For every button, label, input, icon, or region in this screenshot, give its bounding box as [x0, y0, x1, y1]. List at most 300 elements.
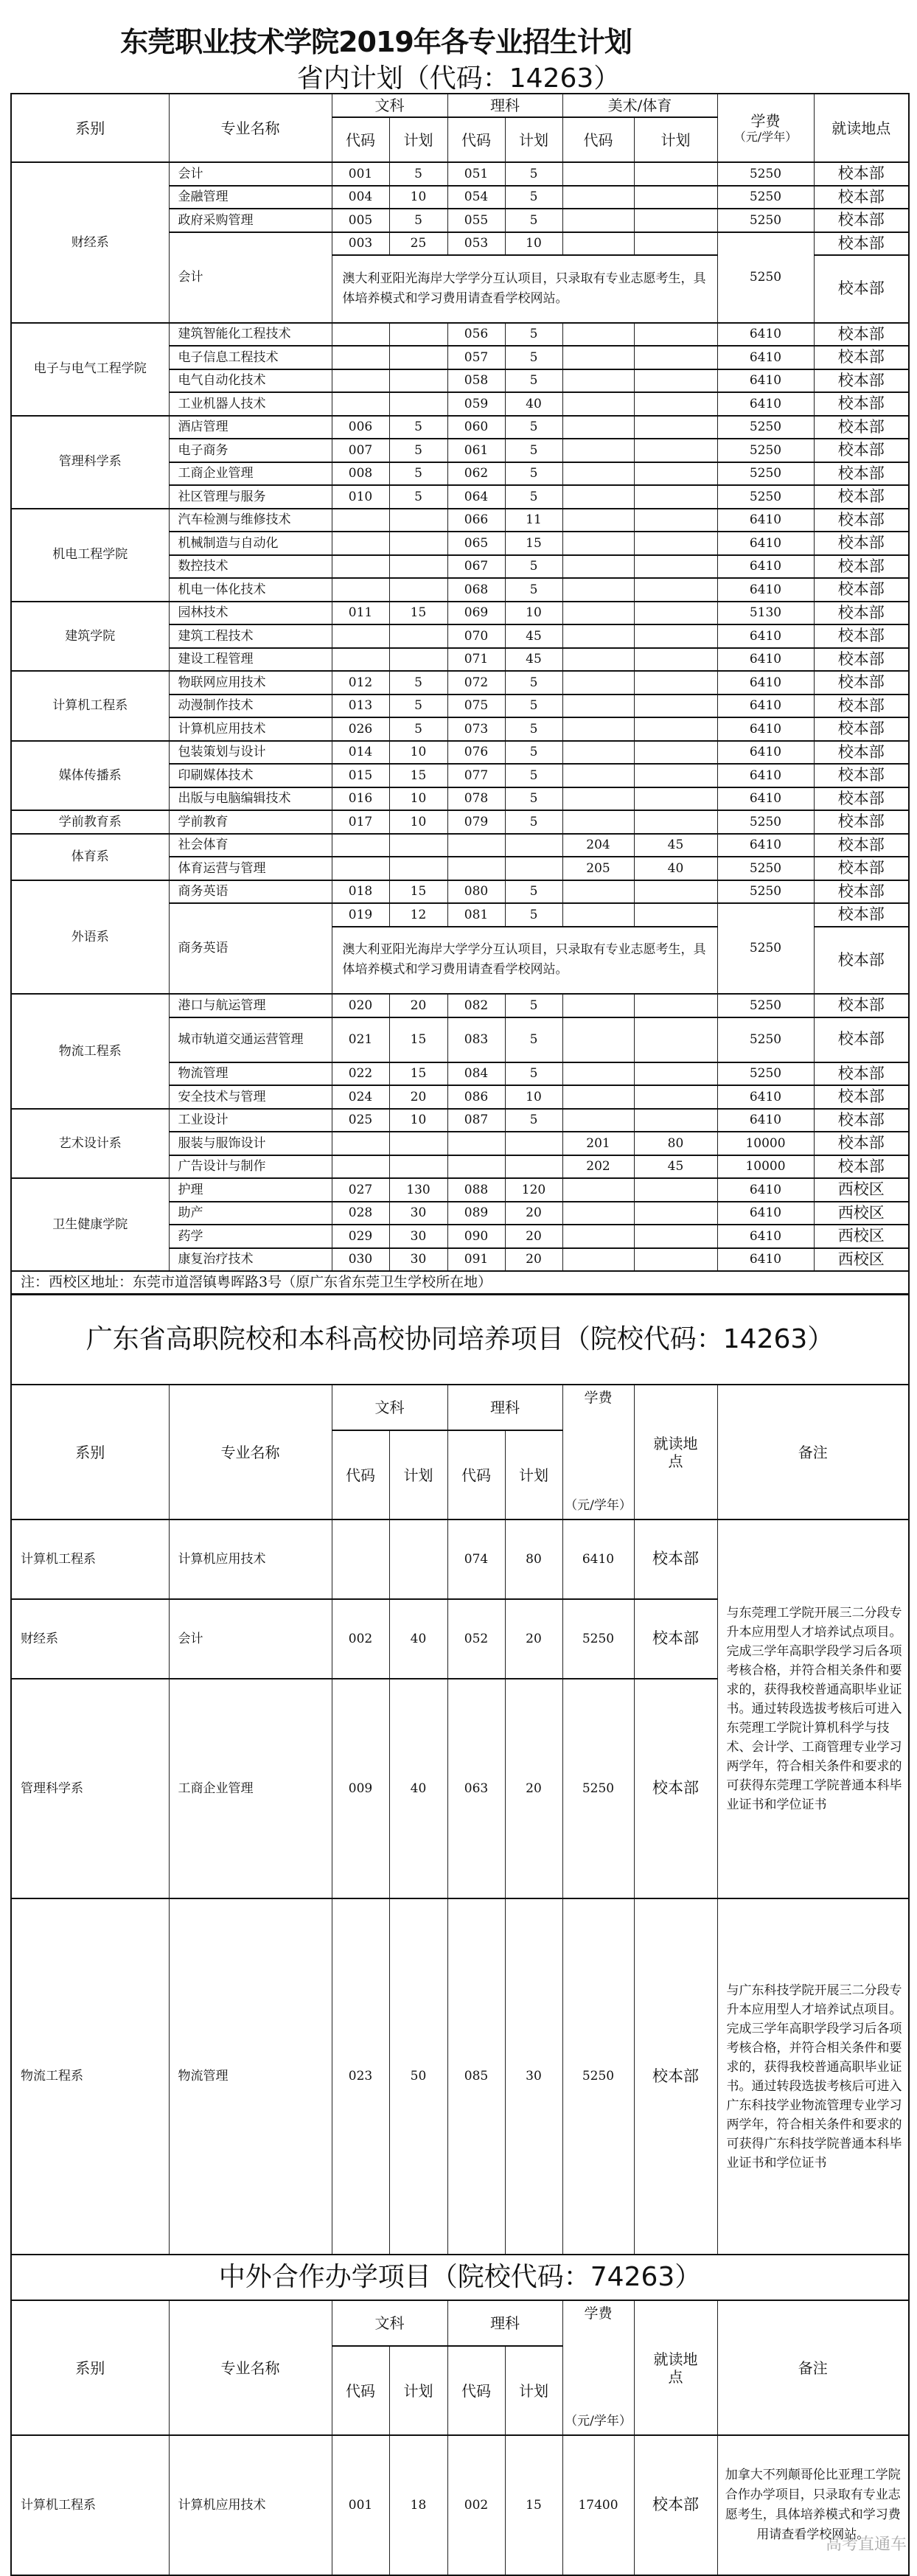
major-name: 机电一体化技术 [169, 578, 332, 602]
li-plan-cell: 5 [505, 764, 562, 787]
li-code-cell: 062 [447, 462, 505, 486]
remark-cell: 与东莞理工学院开展三二分段专升本应用型人才培养试点项目。完成三学年高职学段学习后各项考核合格，并符合相关条件和要求的，获得我校普通高职毕业证书。通过转段选拔考核后可进入东莞理工学院计算机科学与技术、会计学、工商管理专业学习两学年，符合相关条件和要求的可获得东莞理工学院普通本科毕业证书和学位证书 [717, 1520, 909, 1898]
major-name: 政府采购管理 [169, 209, 332, 232]
li-code-cell: 074 [447, 1520, 505, 1599]
section3-title: 中外合作办学项目（院校代码：74263） [11, 2255, 909, 2300]
fee-cell: 6410 [717, 555, 814, 579]
table-row [11, 162, 909, 186]
li-plan-cell [505, 1132, 562, 1155]
major-name: 助产 [169, 1202, 332, 1225]
art-plan-cell [634, 369, 717, 393]
major-name: 建设工程管理 [169, 648, 332, 672]
remark-cell: 加拿大不列颠哥伦比亚理工学院合作办学项目，只录取有专业志愿考生，具体培养模式和学习费用请查看学校网站。 [717, 2435, 909, 2575]
fee-cell: 6410 [717, 323, 814, 347]
fee-cell: 5250 [717, 485, 814, 509]
wen-plan-cell [389, 624, 447, 648]
major-name: 数控技术 [169, 555, 332, 579]
table-row [11, 1898, 909, 2255]
location-cell: 校本部 [814, 369, 909, 393]
wen-plan-cell [389, 323, 447, 347]
li-code-cell: 091 [447, 1248, 505, 1272]
art-plan-cell [634, 903, 717, 927]
wen-plan-cell: 5 [389, 485, 447, 509]
art-code-cell [562, 555, 634, 579]
location-cell: 校本部 [814, 346, 909, 369]
li-plan-cell: 5 [505, 810, 562, 834]
major-name: 汽车检测与维修技术 [169, 509, 332, 532]
art-code-cell [562, 717, 634, 741]
location-cell: 校本部 [814, 624, 909, 648]
li-code-cell: 080 [447, 880, 505, 904]
header-major: 专业名称 [169, 1385, 332, 1520]
location-cell: 校本部 [814, 834, 909, 857]
li-code-cell: 053 [447, 232, 505, 256]
wen-code-cell [332, 509, 389, 532]
sino-foreign-program-table [10, 2254, 910, 2576]
table-row [11, 2435, 909, 2575]
section1-title: 省内计划（代码：14263） [296, 63, 621, 94]
header-fee-label: 学费 [584, 2305, 613, 2322]
art-code-cell [562, 764, 634, 787]
fee-cell: 10000 [717, 1155, 814, 1179]
li-plan-cell: 5 [505, 323, 562, 347]
li-plan-cell: 5 [505, 741, 562, 765]
wen-code-cell: 002 [332, 1599, 389, 1679]
major-name: 包装策划与设计 [169, 741, 332, 765]
header-remark: 备注 [717, 2300, 909, 2435]
li-plan-cell: 20 [505, 1225, 562, 1248]
li-plan-cell [505, 857, 562, 880]
table-row [11, 323, 909, 347]
li-plan-cell: 20 [505, 1679, 562, 1898]
art-plan-cell [634, 416, 717, 439]
li-code-cell: 060 [447, 416, 505, 439]
location-cell: 校本部 [634, 1898, 717, 2255]
fee-cell: 6410 [717, 392, 814, 416]
location-cell: 校本部 [814, 392, 909, 416]
li-code-cell: 085 [447, 1898, 505, 2255]
li-code-cell: 072 [447, 671, 505, 695]
art-plan-cell [634, 1248, 717, 1272]
department-name: 机电工程学院 [11, 509, 169, 602]
major-name: 机械制造与自动化 [169, 532, 332, 555]
art-plan-cell [634, 1062, 717, 1086]
header-li-code: 代码 [447, 2346, 505, 2435]
art-plan-cell: 45 [634, 1155, 717, 1179]
art-code-cell [562, 485, 634, 509]
wen-code-cell [332, 834, 389, 857]
wen-code-cell: 011 [332, 602, 389, 625]
major-name: 工业机器人技术 [169, 392, 332, 416]
table-row [11, 602, 909, 625]
header-wen-plan: 计划 [389, 1430, 447, 1520]
wen-code-cell: 028 [332, 1202, 389, 1225]
major-name: 体育运营与管理 [169, 857, 332, 880]
location-cell: 校本部 [814, 927, 909, 995]
li-plan-cell: 20 [505, 1599, 562, 1679]
campus-address-note: 注：西校区地址：东莞市道滘镇粤晖路3号（原广东省东莞卫生学校所在地） [11, 1271, 909, 1294]
wen-plan-cell: 5 [389, 671, 447, 695]
fee-cell: 5250 [562, 1679, 634, 1898]
wen-plan-cell: 20 [389, 1085, 447, 1109]
li-code-cell: 078 [447, 787, 505, 811]
header-li-code: 代码 [447, 1430, 505, 1520]
art-code-cell [562, 578, 634, 602]
wen-code-cell [332, 532, 389, 555]
location-cell: 校本部 [814, 994, 909, 1017]
fee-cell: 5250 [717, 810, 814, 834]
department-name: 物流工程系 [11, 994, 169, 1109]
wen-plan-cell [389, 578, 447, 602]
major-name: 工业设计 [169, 1109, 332, 1132]
li-code-cell: 087 [447, 1109, 505, 1132]
wen-code-cell: 001 [332, 2435, 389, 2575]
major-name: 康复治疗技术 [169, 1248, 332, 1272]
art-plan-cell [634, 462, 717, 486]
major-name: 建筑智能化工程技术 [169, 323, 332, 347]
li-plan-cell: 10 [505, 232, 562, 256]
li-code-cell: 075 [447, 695, 505, 718]
li-code-cell: 071 [447, 648, 505, 672]
header-li-plan: 计划 [505, 2346, 562, 2435]
major-name: 安全技术与管理 [169, 1085, 332, 1109]
art-code-cell [562, 162, 634, 186]
art-plan-cell [634, 787, 717, 811]
location-cell: 校本部 [814, 509, 909, 532]
major-name: 会计 [169, 232, 332, 323]
li-code-cell: 089 [447, 1202, 505, 1225]
location-cell: 校本部 [634, 1599, 717, 1679]
wen-code-cell: 023 [332, 1898, 389, 2255]
li-plan-cell: 45 [505, 648, 562, 672]
art-plan-cell [634, 509, 717, 532]
art-plan-cell [634, 624, 717, 648]
wen-code-cell [332, 392, 389, 416]
wen-code-cell [332, 857, 389, 880]
art-plan-cell: 45 [634, 834, 717, 857]
wen-code-cell: 017 [332, 810, 389, 834]
fee-cell: 5250 [717, 994, 814, 1017]
header-major: 专业名称 [169, 2300, 332, 2435]
major-name: 园林技术 [169, 602, 332, 625]
major-name: 工商企业管理 [169, 462, 332, 486]
fee-cell: 5250 [562, 1599, 634, 1679]
li-plan-cell: 30 [505, 1898, 562, 2255]
wen-plan-cell [389, 346, 447, 369]
fee-cell: 5250 [717, 903, 814, 994]
wen-code-cell [332, 1132, 389, 1155]
li-code-cell: 056 [447, 323, 505, 347]
art-code-cell [562, 369, 634, 393]
li-code-cell: 086 [447, 1085, 505, 1109]
art-code-cell: 201 [562, 1132, 634, 1155]
location-cell: 校本部 [814, 532, 909, 555]
art-code-cell [562, 186, 634, 209]
wen-code-cell: 024 [332, 1085, 389, 1109]
li-code-cell: 052 [447, 1599, 505, 1679]
fee-cell: 6410 [717, 578, 814, 602]
header-fee-unit: （元/学年） [565, 1497, 632, 1513]
li-code-cell: 084 [447, 1062, 505, 1086]
department-name: 体育系 [11, 834, 169, 880]
art-code-cell [562, 346, 634, 369]
art-code-cell [562, 232, 634, 256]
header-department: 系别 [11, 1385, 169, 1520]
department-name: 媒体传播系 [11, 741, 169, 811]
location-cell: 校本部 [814, 671, 909, 695]
wen-plan-cell: 10 [389, 810, 447, 834]
art-plan-cell [634, 1225, 717, 1248]
wen-code-cell: 029 [332, 1225, 389, 1248]
wen-plan-cell [389, 555, 447, 579]
li-code-cell: 063 [447, 1679, 505, 1898]
department-name: 管理科学系 [11, 416, 169, 509]
table-row [11, 741, 909, 765]
li-code-cell: 068 [447, 578, 505, 602]
art-code-cell [562, 416, 634, 439]
wen-plan-cell: 15 [389, 880, 447, 904]
wen-code-cell: 030 [332, 1248, 389, 1272]
li-plan-cell: 5 [505, 485, 562, 509]
wen-code-cell [332, 648, 389, 672]
art-code-cell [562, 1109, 634, 1132]
location-cell: 西校区 [814, 1225, 909, 1248]
wen-plan-cell: 130 [389, 1178, 447, 1202]
li-plan-cell: 5 [505, 416, 562, 439]
fee-cell: 6410 [717, 369, 814, 393]
li-code-cell: 073 [447, 717, 505, 741]
wen-plan-cell: 25 [389, 232, 447, 256]
location-cell: 西校区 [814, 1202, 909, 1225]
fee-cell: 5250 [717, 162, 814, 186]
wen-plan-cell: 15 [389, 1062, 447, 1086]
wen-plan-cell [389, 392, 447, 416]
wen-plan-cell: 5 [389, 439, 447, 462]
wen-plan-cell: 50 [389, 1898, 447, 2255]
wen-code-cell: 026 [332, 717, 389, 741]
li-code-cell: 076 [447, 741, 505, 765]
art-code-cell [562, 1248, 634, 1272]
art-code-cell [562, 695, 634, 718]
wen-plan-cell [389, 857, 447, 880]
major-name: 出版与电脑编辑技术 [169, 787, 332, 811]
wen-code-cell: 021 [332, 1017, 389, 1062]
fee-cell: 6410 [717, 834, 814, 857]
art-plan-cell: 40 [634, 857, 717, 880]
art-code-cell [562, 624, 634, 648]
major-name: 护理 [169, 1178, 332, 1202]
fee-cell: 6410 [717, 1085, 814, 1109]
li-code-cell: 051 [447, 162, 505, 186]
li-plan-cell: 80 [505, 1520, 562, 1599]
wen-code-cell: 027 [332, 1178, 389, 1202]
li-plan-cell: 10 [505, 1085, 562, 1109]
art-plan-cell: 80 [634, 1132, 717, 1155]
header-fee [562, 1385, 634, 1520]
header-li: 理科 [447, 1385, 562, 1430]
wen-plan-cell: 15 [389, 1017, 447, 1062]
location-cell: 校本部 [814, 1155, 909, 1179]
li-code-cell: 065 [447, 532, 505, 555]
li-plan-cell: 120 [505, 1178, 562, 1202]
art-code-cell: 202 [562, 1155, 634, 1179]
wen-plan-cell: 5 [389, 462, 447, 486]
table-row [11, 416, 909, 439]
department-name: 管理科学系 [11, 1679, 169, 1898]
major-name: 建筑工程技术 [169, 624, 332, 648]
fee-cell: 5250 [717, 880, 814, 904]
art-plan-cell [634, 439, 717, 462]
art-code-cell [562, 671, 634, 695]
fee-cell: 6410 [717, 787, 814, 811]
location-cell: 校本部 [814, 1109, 909, 1132]
art-plan-cell [634, 346, 717, 369]
department-name: 建筑学院 [11, 602, 169, 672]
location-cell: 校本部 [814, 209, 909, 232]
fee-cell: 17400 [562, 2435, 634, 2575]
art-plan-cell [634, 602, 717, 625]
location-cell: 校本部 [814, 880, 909, 904]
art-code-cell [562, 1225, 634, 1248]
remark-cell: 与广东科技学院开展三二分段专升本应用型人才培养试点项目。完成三学年高职学段学习后各项考核合格，并符合相关条件和要求的，获得我校普通高职毕业证书。通过转段选拔考核后可进入广东科技学业物流管理专业学习两学年，符合相关条件和要求的可获得广东科技学院普通本科毕业证书和学位证书 [717, 1898, 909, 2255]
fee-cell: 6410 [717, 717, 814, 741]
art-plan-cell [634, 810, 717, 834]
li-code-cell: 061 [447, 439, 505, 462]
li-code-cell: 081 [447, 903, 505, 927]
header-art-code: 代码 [562, 117, 634, 162]
provincial-plan-table [10, 93, 910, 1295]
header-remark: 备注 [717, 1385, 909, 1520]
li-plan-cell: 40 [505, 392, 562, 416]
location-cell: 校本部 [814, 648, 909, 672]
wen-plan-cell [389, 532, 447, 555]
major-name: 物流管理 [169, 1062, 332, 1086]
wen-code-cell: 003 [332, 232, 389, 256]
fee-cell: 6410 [717, 509, 814, 532]
wen-plan-cell: 10 [389, 787, 447, 811]
art-code-cell [562, 532, 634, 555]
fee-cell: 6410 [717, 624, 814, 648]
fee-cell: 5250 [562, 1898, 634, 2255]
art-plan-cell [634, 695, 717, 718]
header-wen: 文科 [332, 94, 447, 117]
location-cell: 校本部 [814, 717, 909, 741]
table-row [11, 1109, 909, 1132]
wen-plan-cell: 15 [389, 602, 447, 625]
fee-cell: 6410 [717, 648, 814, 672]
fee-cell: 5250 [717, 1062, 814, 1086]
li-plan-cell: 5 [505, 1017, 562, 1062]
fee-cell: 6410 [717, 741, 814, 765]
fee-cell: 5250 [717, 416, 814, 439]
wen-plan-cell: 10 [389, 1109, 447, 1132]
major-name: 学前教育 [169, 810, 332, 834]
li-code-cell: 067 [447, 555, 505, 579]
watermark-text: 高考直通车 [825, 2535, 907, 2554]
wen-plan-cell: 15 [389, 764, 447, 787]
fee-cell: 6410 [717, 346, 814, 369]
major-name: 电子商务 [169, 439, 332, 462]
wen-code-cell: 018 [332, 880, 389, 904]
li-code-cell: 055 [447, 209, 505, 232]
li-plan-cell: 5 [505, 903, 562, 927]
department-name: 计算机工程系 [11, 671, 169, 741]
major-name: 广告设计与制作 [169, 1155, 332, 1179]
wen-plan-cell: 10 [389, 186, 447, 209]
wen-plan-cell: 18 [389, 2435, 447, 2575]
li-code-cell: 069 [447, 602, 505, 625]
art-code-cell [562, 1062, 634, 1086]
wen-code-cell [332, 1520, 389, 1599]
department-name: 艺术设计系 [11, 1109, 169, 1179]
location-cell: 校本部 [814, 764, 909, 787]
li-plan-cell: 5 [505, 555, 562, 579]
li-plan-cell: 5 [505, 369, 562, 393]
art-plan-cell [634, 532, 717, 555]
li-plan-cell: 5 [505, 578, 562, 602]
li-plan-cell: 5 [505, 186, 562, 209]
li-plan-cell: 5 [505, 787, 562, 811]
wen-plan-cell [389, 369, 447, 393]
department-name: 计算机工程系 [11, 1520, 169, 1599]
fee-cell: 6410 [717, 764, 814, 787]
wen-plan-cell: 5 [389, 209, 447, 232]
location-cell: 校本部 [814, 255, 909, 323]
li-plan-cell [505, 834, 562, 857]
location-cell: 校本部 [814, 162, 909, 186]
art-plan-cell [634, 1017, 717, 1062]
wen-plan-cell: 30 [389, 1202, 447, 1225]
art-plan-cell [634, 392, 717, 416]
major-name: 物流管理 [169, 1898, 332, 2255]
location-cell: 校本部 [814, 810, 909, 834]
art-code-cell [562, 602, 634, 625]
wen-code-cell [332, 555, 389, 579]
art-plan-cell [634, 671, 717, 695]
location-cell: 校本部 [814, 462, 909, 486]
wen-plan-cell [389, 1520, 447, 1599]
art-plan-cell [634, 741, 717, 765]
art-plan-cell [634, 1085, 717, 1109]
header-li: 理科 [447, 94, 562, 117]
wen-plan-cell: 5 [389, 162, 447, 186]
art-code-cell [562, 903, 634, 927]
fee-cell: 6410 [717, 1202, 814, 1225]
wen-code-cell: 012 [332, 671, 389, 695]
wen-plan-cell: 5 [389, 416, 447, 439]
li-code-cell: 083 [447, 1017, 505, 1062]
li-code-cell: 054 [447, 186, 505, 209]
li-plan-cell: 15 [505, 532, 562, 555]
major-name: 商务英语 [169, 880, 332, 904]
art-code-cell [562, 994, 634, 1017]
header-li-plan: 计划 [505, 117, 562, 162]
wen-plan-cell [389, 1132, 447, 1155]
major-name: 商务英语 [169, 903, 332, 994]
location-cell: 校本部 [814, 741, 909, 765]
header-wen-plan: 计划 [389, 2346, 447, 2435]
wen-code-cell: 005 [332, 209, 389, 232]
wen-plan-cell [389, 834, 447, 857]
art-code-cell [562, 648, 634, 672]
art-code-cell [562, 1202, 634, 1225]
fee-cell: 5250 [717, 1017, 814, 1062]
wen-code-cell: 004 [332, 186, 389, 209]
li-plan-cell: 5 [505, 162, 562, 186]
collaborative-program-table [10, 1294, 910, 2255]
location-cell: 校本部 [634, 2435, 717, 2575]
wen-plan-cell [389, 648, 447, 672]
